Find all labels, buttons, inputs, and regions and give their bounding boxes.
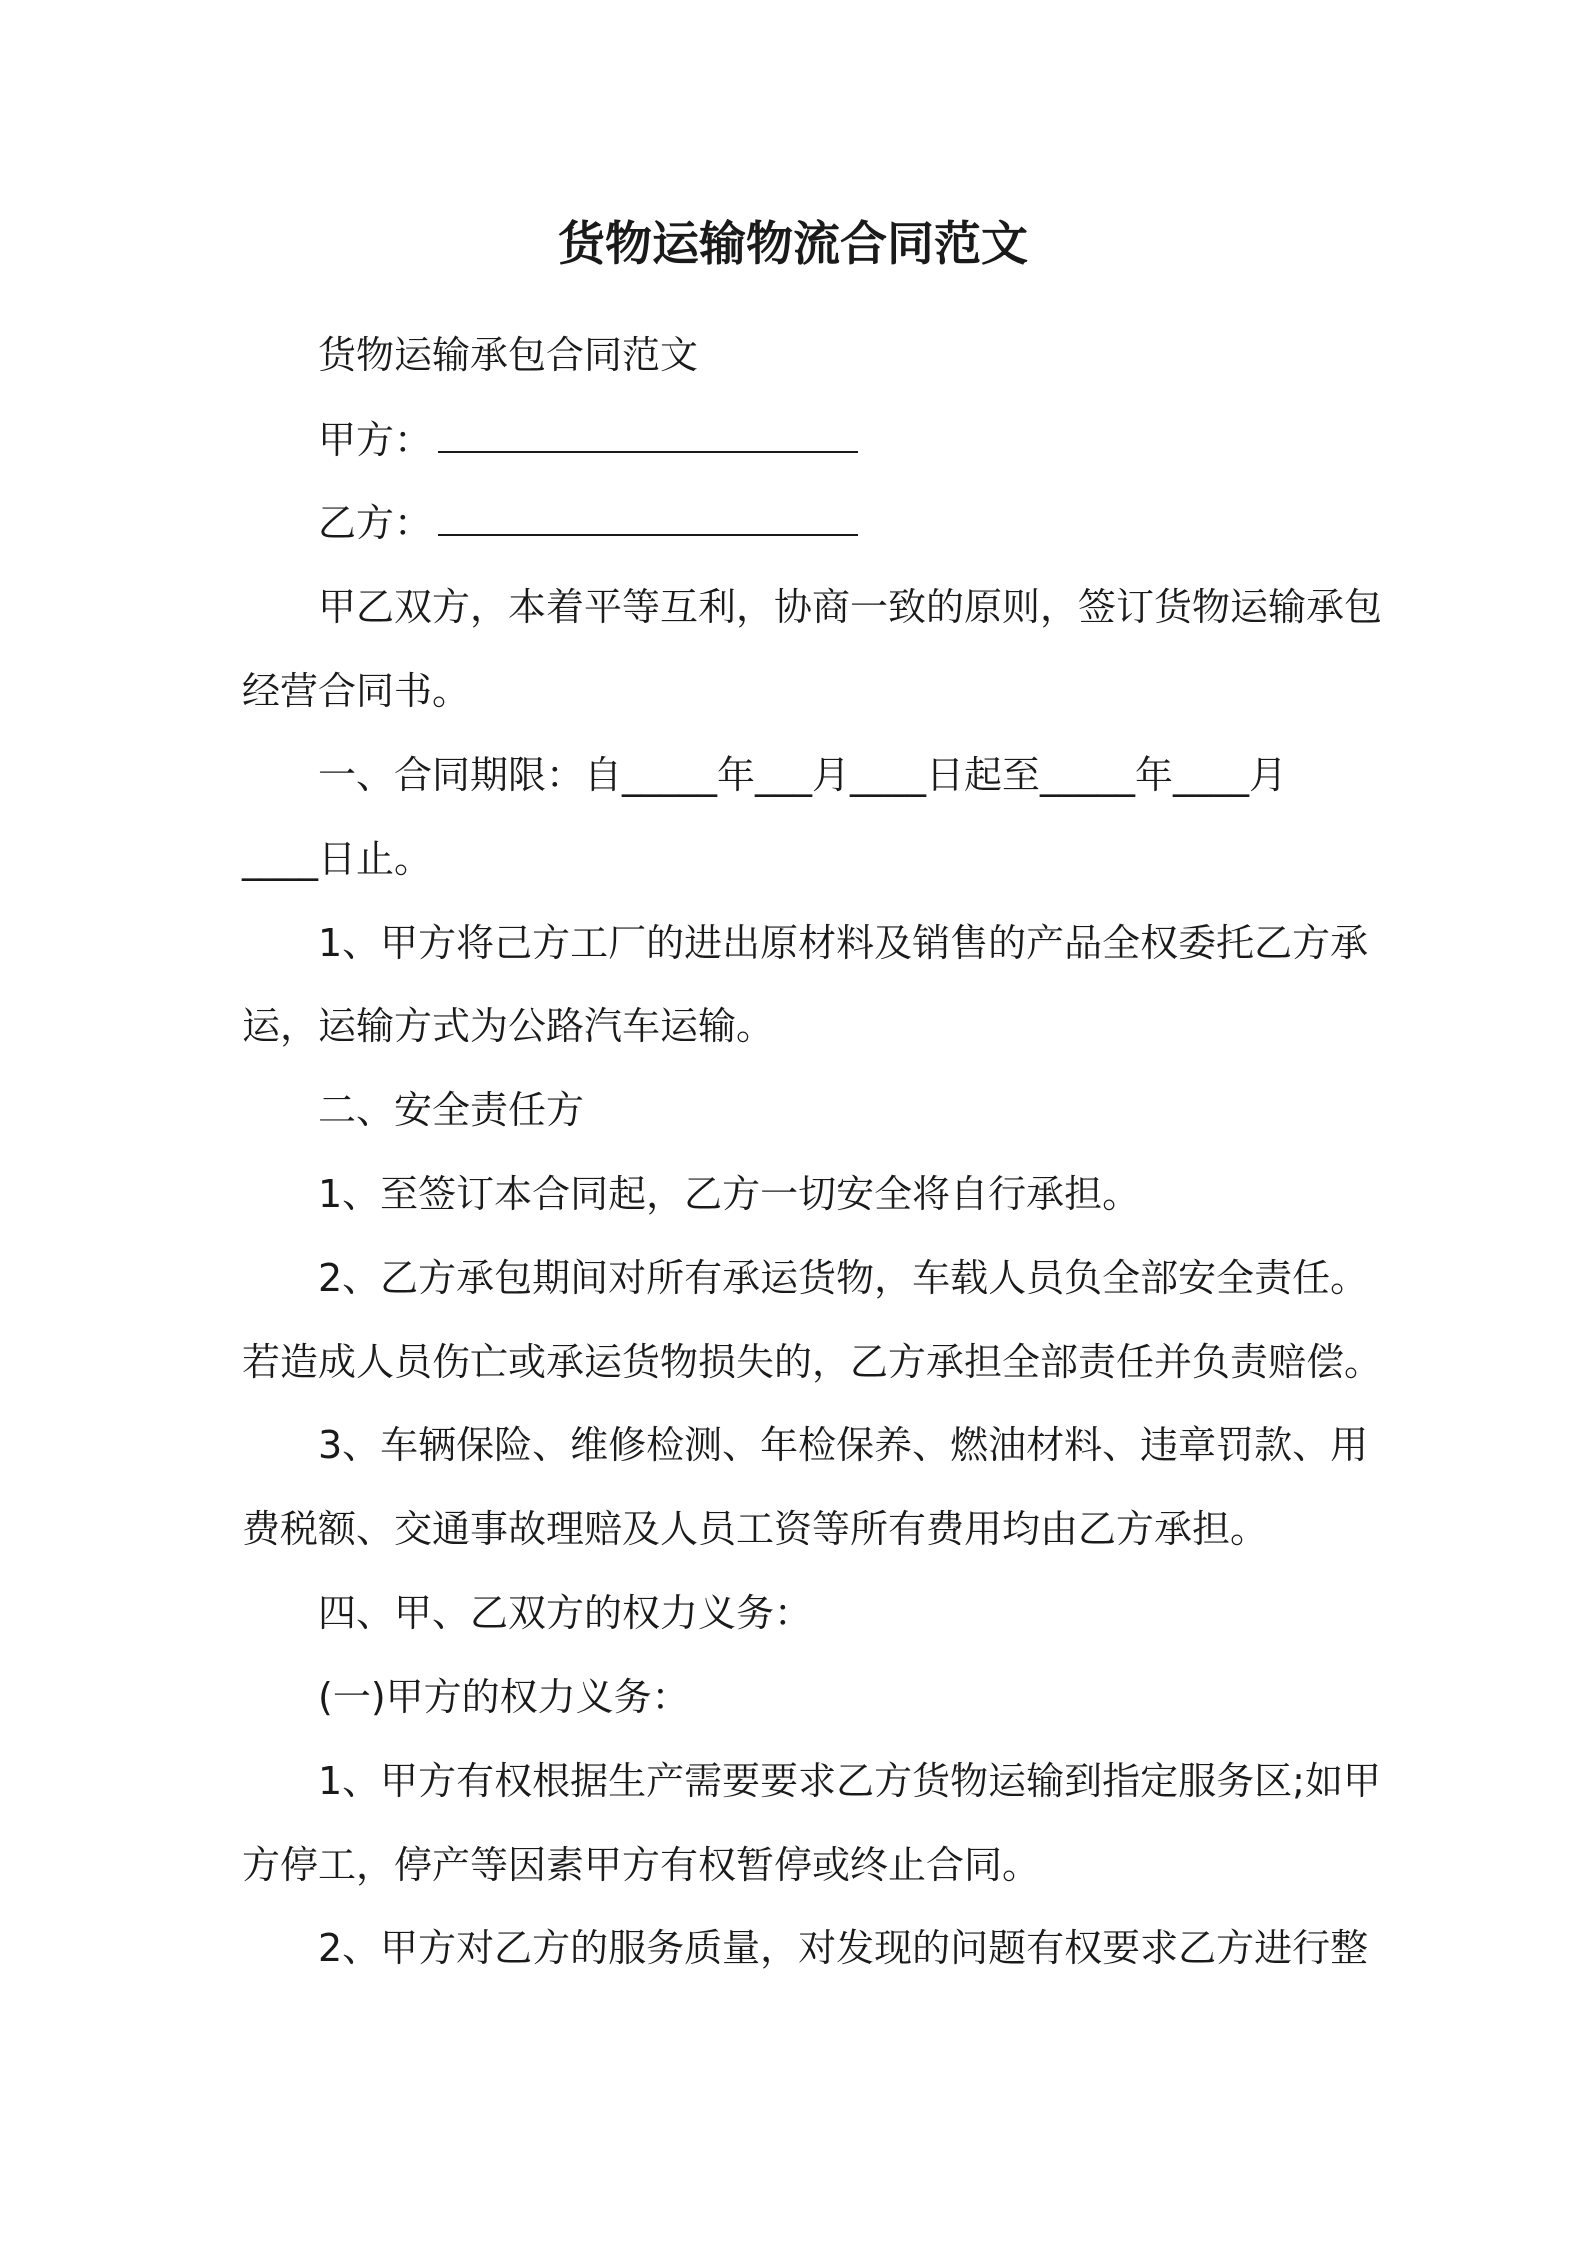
party-a-label: 甲方： <box>318 418 433 462</box>
paragraph-line: 方停工，停产等因素甲方有权暂停或终止合同。 <box>242 1843 1041 1887</box>
paragraph-line: 运，运输方式为公路汽车运输。 <box>242 1004 775 1048</box>
paragraph-line: 1、至签订本合同起，乙方一切安全将自行承担。 <box>318 1172 1141 1216</box>
paragraph-line: 费税额、交通事故理赔及人员工资等所有费用均由乙方承担。 <box>242 1507 1269 1551</box>
paragraph-line: 若造成人员伤亡或承运货物损失的，乙方承担全部责任并负责赔偿。 <box>242 1340 1383 1384</box>
paragraph-line: 2、乙方承包期间对所有承运货物，车载人员负全部安全责任。 <box>318 1256 1369 1300</box>
party-a-blank[interactable] <box>438 421 858 453</box>
paragraph-line: 3、车辆保险、维修检测、年检保养、燃油材料、违章罚款、用 <box>318 1423 1369 1467</box>
paragraph-line: 1、甲方有权根据生产需要要求乙方货物运输到指定服务区;如甲 <box>318 1759 1381 1803</box>
paragraph-line: 2、甲方对乙方的服务质量，对发现的问题有权要求乙方进行整 <box>318 1926 1369 1970</box>
subsection-heading: (一)甲方的权力义务： <box>318 1675 690 1719</box>
section-heading: 一、合同期限：自_____年___月____日起至_____年____月 <box>318 753 1288 797</box>
paragraph-line: ____日止。 <box>242 837 433 881</box>
document-title: 货物运输物流合同范文 <box>558 217 1028 272</box>
paragraph-line: 经营合同书。 <box>242 669 471 713</box>
section-heading: 四、甲、乙双方的权力义务： <box>318 1591 813 1635</box>
party-b-line <box>318 498 858 548</box>
document-subtitle: 货物运输承包合同范文 <box>318 333 699 377</box>
party-a-line <box>318 415 858 465</box>
party-b-blank[interactable] <box>438 504 858 536</box>
section-heading: 二、安全责任方 <box>318 1088 585 1132</box>
paragraph-line: 1、甲方将己方工厂的进出原材料及销售的产品全权委托乙方承 <box>318 921 1369 965</box>
party-b-label: 乙方： <box>318 501 433 545</box>
paragraph-line: 甲乙双方，本着平等互利，协商一致的原则，签订货物运输承包 <box>318 585 1383 629</box>
